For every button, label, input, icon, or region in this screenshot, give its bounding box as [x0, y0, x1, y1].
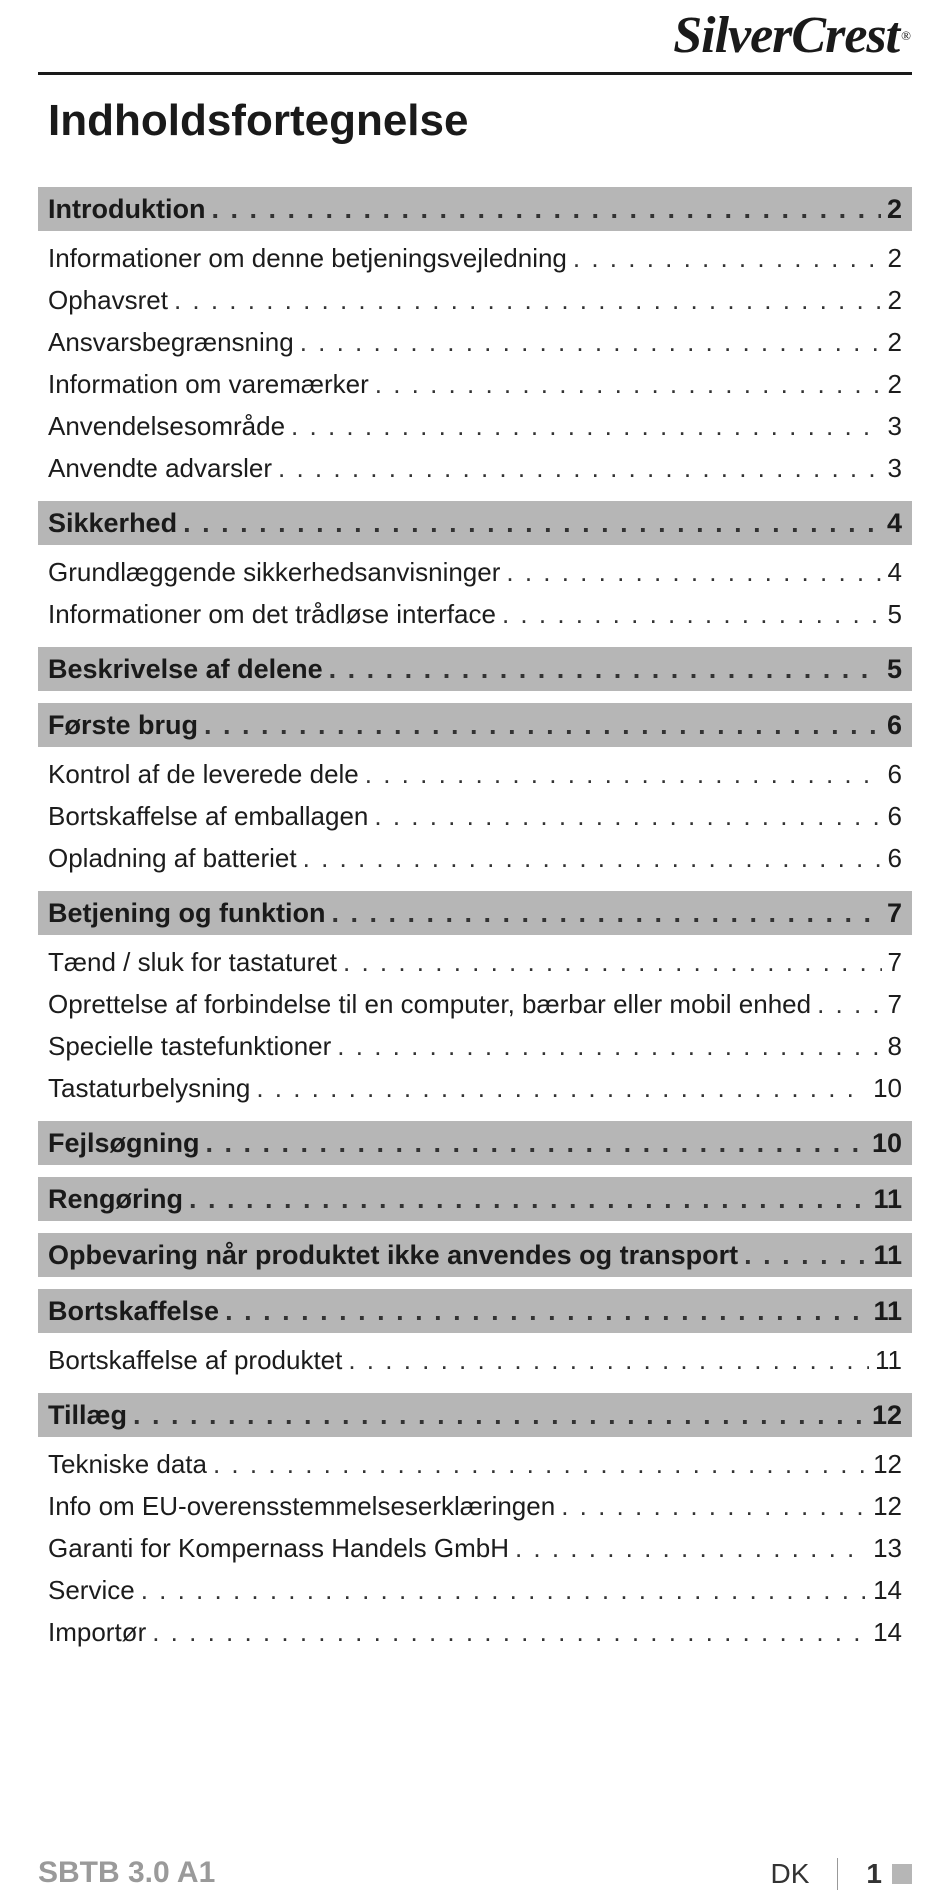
toc-label: Importør: [48, 1616, 147, 1647]
registered-mark: ®: [901, 28, 910, 43]
toc-page-number: 14: [873, 1574, 902, 1605]
toc-label: Anvendte advarsler: [48, 452, 273, 483]
toc-label: Opbevaring når produktet ikke anvendes og transport: [48, 1239, 739, 1270]
toc-dot-leader: [204, 710, 881, 741]
toc-page-number: 10: [871, 1127, 902, 1158]
toc-dot-leader: [303, 843, 882, 874]
toc-entry-row: [38, 1339, 912, 1381]
toc-dot-leader: [300, 327, 882, 358]
toc-dot-leader: [206, 1128, 866, 1159]
toc-label: Bortskaffelse af emballagen: [48, 800, 369, 831]
toc-entry-row: [38, 363, 912, 405]
toc-page-number: 7: [887, 988, 902, 1019]
toc-label: Fejlsøgning: [48, 1127, 200, 1158]
toc-entry-row: [38, 1611, 912, 1653]
toc-page-number: 6: [886, 709, 902, 740]
toc-label: Service: [48, 1574, 135, 1605]
toc-dot-leader: [211, 194, 881, 225]
toc-page-number: 10: [873, 1072, 902, 1103]
toc-dot-leader: [561, 1491, 867, 1522]
toc-dot-leader: [256, 1073, 867, 1104]
toc-label: Grundlæggende sikkerhedsanvisninger: [48, 556, 501, 587]
toc-page-number: 6: [887, 758, 902, 789]
toc-entry-row: [38, 321, 912, 363]
toc-page-number: 2: [886, 193, 902, 224]
brand-logo: [673, 6, 910, 66]
toc-dot-leader: [365, 759, 882, 790]
toc-label: Tillæg: [48, 1399, 128, 1430]
toc-dot-leader: [343, 947, 882, 978]
toc-page-number: 2: [887, 368, 902, 399]
toc-dot-leader: [152, 1617, 867, 1648]
page-title: Indholdsfortegnelse: [48, 96, 469, 145]
footer-page-info: [771, 1858, 912, 1890]
brand-name: SilverCrest: [673, 7, 900, 64]
toc-page-number: 12: [873, 1448, 902, 1479]
toc-dot-leader: [744, 1240, 867, 1271]
table-of-contents: [38, 187, 912, 1653]
toc-entry-row: [38, 941, 912, 983]
toc-entry-row: [38, 1067, 912, 1109]
toc-label: Tekniske data: [48, 1448, 207, 1479]
toc-label: Opladning af batteriet: [48, 842, 297, 873]
toc-section-row: [38, 187, 912, 231]
toc-dot-leader: [331, 898, 881, 929]
toc-page-number: 6: [887, 842, 902, 873]
toc-label: Ophavsret: [48, 284, 168, 315]
toc-page-number: 4: [887, 556, 902, 587]
toc-page-number: 7: [887, 946, 902, 977]
toc-page-number: 12: [871, 1399, 902, 1430]
toc-page-number: 8: [887, 1030, 902, 1061]
toc-dot-leader: [183, 508, 881, 539]
toc-dot-leader: [573, 243, 882, 274]
toc-entry-row: [38, 1443, 912, 1485]
toc-entry-row: [38, 593, 912, 635]
toc-entry-row: [38, 551, 912, 593]
toc-label: Betjening og funktion: [48, 897, 326, 928]
toc-page-number: 4: [886, 507, 902, 538]
toc-dot-leader: [348, 1345, 869, 1376]
toc-dot-leader: [374, 801, 881, 832]
toc-dot-leader: [817, 989, 881, 1020]
toc-label: Info om EU-overensstemmelseserklæringen: [48, 1490, 556, 1521]
toc-page-number: 11: [873, 1183, 902, 1214]
toc-label: Tastaturbelysning: [48, 1072, 251, 1103]
toc-label: Sikkerhed: [48, 507, 178, 538]
toc-label: Anvendelsesområde: [48, 410, 286, 441]
toc-entry-row: [38, 279, 912, 321]
toc-dot-leader: [141, 1575, 867, 1606]
toc-label: Introduktion: [48, 193, 206, 224]
toc-dot-leader: [515, 1533, 867, 1564]
toc-section-row: [38, 1177, 912, 1221]
footer-page-number: 1: [866, 1858, 882, 1889]
toc-entry-row: [38, 753, 912, 795]
toc-page-number: 14: [873, 1616, 902, 1647]
toc-page-number: 11: [873, 1239, 902, 1270]
toc-page-number: 2: [887, 242, 902, 273]
toc-page-number: 11: [873, 1295, 902, 1326]
toc-label: Rengøring: [48, 1183, 183, 1214]
toc-label: Bortskaffelse af produktet: [48, 1344, 343, 1375]
toc-label: Beskrivelse af delene: [48, 653, 323, 684]
toc-dot-leader: [291, 411, 881, 442]
toc-entry-row: [38, 837, 912, 879]
toc-entry-row: [38, 1025, 912, 1067]
toc-dot-leader: [502, 599, 882, 630]
toc-dot-leader: [213, 1449, 867, 1480]
toc-page-number: 5: [886, 653, 902, 684]
toc-page-number: 12: [873, 1490, 902, 1521]
toc-label: Information om varemærker: [48, 368, 369, 399]
toc-label: Oprettelse af forbindelse til en computer, bærbar eller mobil enhed: [48, 988, 812, 1019]
toc-dot-leader: [278, 453, 882, 484]
toc-section-row: [38, 1121, 912, 1165]
toc-dot-leader: [337, 1031, 881, 1062]
toc-page-number: 11: [875, 1344, 902, 1375]
toc-label: Kontrol af de leverede dele: [48, 758, 359, 789]
header-rule: [38, 72, 912, 75]
toc-label: Første brug: [48, 709, 199, 740]
toc-dot-leader: [174, 285, 882, 316]
toc-entry-row: [38, 983, 912, 1025]
toc-page-number: 3: [887, 452, 902, 483]
toc-section-row: [38, 1289, 912, 1333]
toc-label: Garanti for Kompernass Handels GmbH: [48, 1532, 509, 1563]
toc-label: Bortskaffelse: [48, 1295, 220, 1326]
toc-section-row: [38, 647, 912, 691]
toc-dot-leader: [225, 1296, 867, 1327]
toc-entry-row: [38, 447, 912, 489]
toc-entry-row: [38, 1527, 912, 1569]
toc-page-number: 2: [887, 284, 902, 315]
toc-entry-row: [38, 237, 912, 279]
toc-dot-leader: [375, 369, 882, 400]
toc-label: Informationer om denne betjeningsvejledning: [48, 242, 567, 273]
toc-section-row: [38, 703, 912, 747]
toc-section-row: [38, 1233, 912, 1277]
toc-section-row: [38, 1393, 912, 1437]
toc-page-number: 2: [887, 326, 902, 357]
footer-model: SBTB 3.0 A1: [38, 1856, 216, 1889]
toc-page-number: 13: [873, 1532, 902, 1563]
toc-label: Ansvarsbegrænsning: [48, 326, 294, 357]
toc-label: Specielle tastefunktioner: [48, 1030, 332, 1061]
toc-page-number: 5: [887, 598, 902, 629]
toc-page-number: 6: [887, 800, 902, 831]
toc-entry-row: [38, 1569, 912, 1611]
toc-section-row: [38, 891, 912, 935]
toc-entry-row: [38, 795, 912, 837]
toc-dot-leader: [329, 654, 881, 685]
toc-dot-leader: [189, 1184, 867, 1215]
toc-entry-row: [38, 1485, 912, 1527]
footer-divider: [837, 1858, 838, 1890]
toc-dot-leader: [133, 1400, 866, 1431]
toc-dot-leader: [506, 557, 881, 588]
toc-page-number: 3: [887, 410, 902, 441]
footer-square-marker: [892, 1864, 912, 1884]
toc-entry-row: [38, 405, 912, 447]
toc-section-row: [38, 501, 912, 545]
toc-label: Informationer om det trådløse interface: [48, 598, 496, 629]
toc-page-number: 7: [886, 897, 902, 928]
footer-language: DK: [770, 1858, 810, 1889]
toc-label: Tænd / sluk for tastaturet: [48, 946, 338, 977]
